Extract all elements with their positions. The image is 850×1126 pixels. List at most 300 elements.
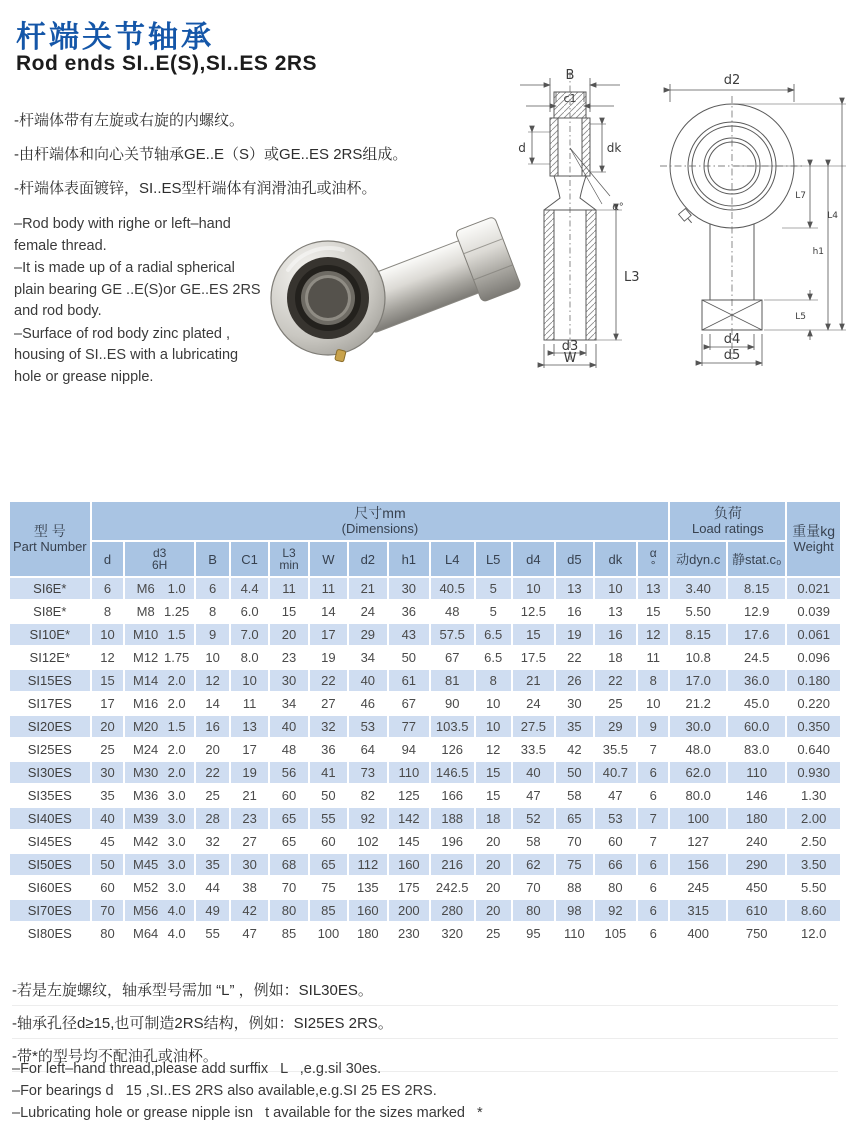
note-line-zh: -带*的型号均不配油孔或油杯。	[12, 1046, 838, 1072]
column-header: d	[92, 542, 124, 576]
value-cell: 6.5	[476, 624, 511, 645]
value-cell: 35	[196, 854, 229, 875]
dim-label-alpha: α°	[612, 202, 624, 213]
value-cell: 44	[196, 877, 229, 898]
value-cell: 66	[595, 854, 636, 875]
part-number-cell: SI6E*	[10, 578, 90, 599]
value-cell: 10	[231, 670, 268, 691]
value-cell: 11	[638, 647, 668, 668]
column-header: L5	[476, 542, 511, 576]
table-row	[10, 854, 840, 875]
value-cell: 22	[196, 762, 229, 783]
value-cell: 180	[728, 808, 785, 829]
value-cell: 127	[670, 831, 726, 852]
value-cell: 46	[349, 693, 387, 714]
thread-pitch-value: 3.0	[167, 834, 186, 849]
thread-size-value: M36	[132, 788, 159, 803]
value-cell: 112	[349, 854, 387, 875]
part-number-cell: SI50ES	[10, 854, 90, 875]
value-cell: 188	[431, 808, 474, 829]
value-cell: 65	[556, 808, 593, 829]
value-cell: 50	[389, 647, 429, 668]
value-cell: 8	[92, 601, 124, 622]
dim-label-d3: d3	[561, 339, 579, 354]
note-line-zh: -轴承孔径d≥15,也可制造2RS结构，例如：SI25ES 2RS。	[12, 1013, 838, 1039]
value-cell: 0.096	[787, 647, 840, 668]
value-cell: 20	[270, 624, 308, 645]
value-cell: 10.8	[670, 647, 726, 668]
value-cell: 22	[595, 670, 636, 691]
thread-pitch-value: 1.0	[167, 581, 186, 596]
value-cell: 15	[270, 601, 308, 622]
dim-label-W: W	[563, 351, 577, 366]
value-cell: 12.5	[513, 601, 554, 622]
thread-pitch-value: 1.75	[163, 650, 190, 665]
value-cell: 320	[431, 923, 474, 944]
value-cell: 35	[92, 785, 124, 806]
value-cell: 10	[92, 624, 124, 645]
value-cell: 64	[349, 739, 387, 760]
value-cell: 16	[196, 716, 229, 737]
column-header-line: min	[279, 558, 299, 572]
header-dimensions-en: (Dimensions)	[341, 521, 419, 536]
thread-pitch-value: 2.0	[167, 696, 186, 711]
product-photo	[248, 200, 533, 375]
value-cell: 85	[270, 923, 308, 944]
value-cell: 8.15	[670, 624, 726, 645]
value-cell: 17.5	[513, 647, 554, 668]
value-cell: 68	[270, 854, 308, 875]
value-cell: 13	[638, 578, 668, 599]
column-header: 动dyn.c	[670, 542, 726, 576]
value-cell: 4.4	[231, 578, 268, 599]
value-cell: 35.5	[595, 739, 636, 760]
value-cell: 43	[389, 624, 429, 645]
value-cell: 15	[476, 762, 511, 783]
value-cell: 7	[638, 808, 668, 829]
value-cell: 26	[556, 670, 593, 691]
value-cell: 15	[513, 624, 554, 645]
value-cell: 450	[728, 877, 785, 898]
value-cell: 7.0	[231, 624, 268, 645]
thread-size-cell	[125, 762, 193, 783]
side-view-diagram	[498, 58, 650, 370]
value-cell: 2.00	[787, 808, 840, 829]
value-cell: 23	[231, 808, 268, 829]
value-cell: 0.180	[787, 670, 840, 691]
table-row	[10, 739, 840, 760]
thread-pitch-value: 4.0	[167, 926, 186, 941]
value-cell: 156	[670, 854, 726, 875]
table-row	[10, 624, 840, 645]
description-line-en: –Rod body with righe or left–hand female thread.	[14, 216, 235, 254]
thread-size-cell	[125, 900, 193, 921]
value-cell: 70	[92, 900, 124, 921]
thread-size-value: M10	[132, 627, 159, 642]
value-cell: 60	[595, 831, 636, 852]
column-header: d5	[556, 542, 593, 576]
value-cell: 6	[638, 762, 668, 783]
value-cell: 11	[310, 578, 347, 599]
value-cell: 13	[231, 716, 268, 737]
table-row	[10, 601, 840, 622]
value-cell: 94	[389, 739, 429, 760]
value-cell: 28	[196, 808, 229, 829]
value-cell: 30	[270, 670, 308, 691]
value-cell: 34	[270, 693, 308, 714]
value-cell: 25	[476, 923, 511, 944]
value-cell: 245	[670, 877, 726, 898]
dim-label-d: d	[518, 141, 526, 155]
value-cell: 30	[231, 854, 268, 875]
value-cell: 92	[595, 900, 636, 921]
part-number-cell: SI40ES	[10, 808, 90, 829]
value-cell: 23	[270, 647, 308, 668]
value-cell: 6	[638, 877, 668, 898]
value-cell: 32	[196, 831, 229, 852]
value-cell: 27	[310, 693, 347, 714]
column-header: d4	[513, 542, 554, 576]
thread-size-cell	[125, 624, 193, 645]
part-number-cell: SI35ES	[10, 785, 90, 806]
thread-size-cell	[125, 670, 193, 691]
value-cell: 12.9	[728, 601, 785, 622]
value-cell: 6.0	[231, 601, 268, 622]
thread-size-value: M14	[132, 673, 159, 688]
value-cell: 280	[431, 900, 474, 921]
column-header-line: °	[650, 558, 656, 572]
value-cell: 12	[92, 647, 124, 668]
thread-pitch-value: 3.0	[167, 880, 186, 895]
value-cell: 10	[595, 578, 636, 599]
value-cell: 40	[349, 670, 387, 691]
value-cell: 125	[389, 785, 429, 806]
table-row	[10, 900, 840, 921]
description-en	[14, 214, 266, 389]
thread-size-value: M39	[132, 811, 159, 826]
column-header-line: 6H	[151, 558, 168, 572]
part-number-cell: SI17ES	[10, 693, 90, 714]
value-cell: 25	[595, 693, 636, 714]
thread-pitch-value: 3.0	[167, 788, 186, 803]
front-view-diagram	[650, 58, 850, 370]
value-cell: 10	[638, 693, 668, 714]
value-cell: 55	[196, 923, 229, 944]
value-cell: 315	[670, 900, 726, 921]
grease-nipple-outline	[679, 208, 696, 225]
value-cell: 80	[595, 877, 636, 898]
table-row	[10, 647, 840, 668]
value-cell: 36.0	[728, 670, 785, 691]
value-cell: 19	[556, 624, 593, 645]
thread-size-value: M52	[132, 880, 159, 895]
value-cell: 49	[196, 900, 229, 921]
description-line-en: –It is made up of a radial spherical plain bearing GE ..E(S)or GE..ES 2RS and rod body.	[14, 260, 265, 319]
value-cell: 35	[556, 716, 593, 737]
value-cell: 135	[349, 877, 387, 898]
column-header-line: d3	[152, 546, 167, 560]
value-cell: 60	[310, 831, 347, 852]
value-cell: 17	[92, 693, 124, 714]
value-cell: 40	[270, 716, 308, 737]
value-cell: 85	[310, 900, 347, 921]
value-cell: 36	[389, 601, 429, 622]
column-header-line: L3	[282, 546, 296, 560]
value-cell: 180	[349, 923, 387, 944]
part-number-cell: SI80ES	[10, 923, 90, 944]
thread-size-cell	[125, 877, 193, 898]
value-cell: 40	[92, 808, 124, 829]
table-row	[10, 762, 840, 783]
value-cell: 8.15	[728, 578, 785, 599]
description-line-zh: -杆端体表面镀锌，SI..ES型杆端体有润滑油孔或油杯。	[14, 180, 377, 197]
value-cell: 610	[728, 900, 785, 921]
table-row	[10, 923, 840, 944]
value-cell: 62	[513, 854, 554, 875]
value-cell: 80	[513, 900, 554, 921]
value-cell: 80	[92, 923, 124, 944]
value-cell: 9	[196, 624, 229, 645]
value-cell: 8.60	[787, 900, 840, 921]
thread-size-value: M30	[132, 765, 159, 780]
value-cell: 48	[431, 601, 474, 622]
value-cell: 0.061	[787, 624, 840, 645]
value-cell: 61	[389, 670, 429, 691]
value-cell: 75	[310, 877, 347, 898]
value-cell: 42	[556, 739, 593, 760]
value-cell: 58	[513, 831, 554, 852]
value-cell: 0.039	[787, 601, 840, 622]
thread-pitch-value: 1.5	[167, 627, 186, 642]
value-cell: 70	[513, 877, 554, 898]
value-cell: 102	[349, 831, 387, 852]
dim-label-d4: d4	[723, 332, 741, 347]
thread-size-cell	[125, 923, 193, 944]
value-cell: 70	[270, 877, 308, 898]
header-dimensions-zh: 尺寸mm	[354, 505, 406, 521]
value-cell: 6.5	[476, 647, 511, 668]
value-cell: 230	[389, 923, 429, 944]
header-part-number	[10, 502, 90, 576]
value-cell: 110	[389, 762, 429, 783]
value-cell: 7	[638, 739, 668, 760]
page-title-en: Rod ends SI..E(S),SI..ES 2RS	[16, 52, 318, 75]
header-dimensions	[92, 502, 669, 540]
dim-label-dk: dk	[606, 141, 622, 155]
value-cell: 105	[595, 923, 636, 944]
part-number-cell: SI45ES	[10, 831, 90, 852]
value-cell: 52	[513, 808, 554, 829]
part-number-cell: SI20ES	[10, 716, 90, 737]
part-number-cell: SI12E*	[10, 647, 90, 668]
description-line-zh: -杆端体带有左旋或右旋的内螺纹。	[14, 112, 244, 129]
value-cell: 5	[476, 601, 511, 622]
value-cell: 15	[476, 785, 511, 806]
value-cell: 242.5	[431, 877, 474, 898]
value-cell: 6	[196, 578, 229, 599]
thread-pitch-value: 3.0	[167, 857, 186, 872]
part-number-cell: SI70ES	[10, 900, 90, 921]
thread-size-value: M6	[136, 581, 155, 596]
thread-size-cell	[125, 601, 193, 622]
value-cell: 3.50	[787, 854, 840, 875]
thread-size-value: M56	[132, 903, 159, 918]
thread-size-value: M8	[136, 604, 155, 619]
value-cell: 146.5	[431, 762, 474, 783]
dim-label-L4: L4	[827, 211, 838, 221]
value-cell: 20	[476, 831, 511, 852]
value-cell: 53	[595, 808, 636, 829]
value-cell: 100	[670, 808, 726, 829]
table-row	[10, 670, 840, 691]
column-header: W	[310, 542, 347, 576]
value-cell: 8.0	[231, 647, 268, 668]
value-cell: 62.0	[670, 762, 726, 783]
value-cell: 0.021	[787, 578, 840, 599]
value-cell: 83.0	[728, 739, 785, 760]
note-line-en: –Lubricating hole or grease nipple isn t available for the sizes marked *	[12, 1105, 483, 1121]
value-cell: 65	[270, 808, 308, 829]
dimension-table	[8, 500, 842, 946]
header-load-ratings	[670, 502, 785, 540]
value-cell: 50	[92, 854, 124, 875]
value-cell: 0.930	[787, 762, 840, 783]
thread-size-value: M20	[132, 719, 159, 734]
value-cell: 17	[310, 624, 347, 645]
value-cell: 160	[349, 900, 387, 921]
value-cell: 45.0	[728, 693, 785, 714]
value-cell: 36	[310, 739, 347, 760]
value-cell: 6	[638, 854, 668, 875]
part-number-cell: SI30ES	[10, 762, 90, 783]
front-view-drawing	[650, 58, 850, 370]
value-cell: 30	[389, 578, 429, 599]
value-cell: 10	[476, 693, 511, 714]
thread-size-cell	[125, 854, 193, 875]
dim-label-c1: c1	[563, 92, 577, 105]
value-cell: 18	[476, 808, 511, 829]
value-cell: 16	[556, 601, 593, 622]
value-cell: 88	[556, 877, 593, 898]
value-cell: 8	[196, 601, 229, 622]
page-title-zh: 杆端关节轴承	[16, 21, 214, 54]
value-cell: 90	[431, 693, 474, 714]
value-cell: 40	[513, 762, 554, 783]
value-cell: 0.220	[787, 693, 840, 714]
rod-end-photo-graphic	[248, 200, 533, 375]
value-cell: 216	[431, 854, 474, 875]
value-cell: 30	[92, 762, 124, 783]
value-cell: 3.40	[670, 578, 726, 599]
dim-label-B: B	[565, 68, 575, 83]
value-cell: 1.30	[787, 785, 840, 806]
value-cell: 10	[476, 716, 511, 737]
value-cell: 65	[310, 854, 347, 875]
value-cell: 73	[349, 762, 387, 783]
value-cell: 19	[231, 762, 268, 783]
header-load-ratings-zh: 负荷	[713, 505, 742, 521]
header-part-number-en: Part Number	[12, 539, 87, 554]
value-cell: 77	[389, 716, 429, 737]
value-cell: 142	[389, 808, 429, 829]
thread-size-value: M24	[132, 742, 159, 757]
table-row	[10, 808, 840, 829]
value-cell: 65	[270, 831, 308, 852]
value-cell: 70	[556, 831, 593, 852]
value-cell: 80.0	[670, 785, 726, 806]
table-row	[10, 716, 840, 737]
value-cell: 47	[595, 785, 636, 806]
dim-label-L5: L5	[795, 312, 806, 322]
note-line-en: –For left–hand thread,please add surffix L ,e.g.sil 30es.	[12, 1061, 382, 1077]
value-cell: 11	[231, 693, 268, 714]
value-cell: 25	[196, 785, 229, 806]
header-weight-en: Weight	[793, 539, 834, 554]
value-cell: 17.6	[728, 624, 785, 645]
value-cell: 33.5	[513, 739, 554, 760]
value-cell: 20	[92, 716, 124, 737]
thread-size-value: M42	[132, 834, 159, 849]
value-cell: 98	[556, 900, 593, 921]
column-header: C1	[231, 542, 268, 576]
side-view-drawing	[498, 58, 650, 370]
value-cell: 7	[638, 831, 668, 852]
value-cell: 6	[638, 785, 668, 806]
value-cell: 200	[389, 900, 429, 921]
value-cell: 126	[431, 739, 474, 760]
value-cell: 8	[476, 670, 511, 691]
value-cell: 12.0	[787, 923, 840, 944]
value-cell: 0.350	[787, 716, 840, 737]
value-cell: 5.50	[787, 877, 840, 898]
value-cell: 40.5	[431, 578, 474, 599]
value-cell: 50	[310, 785, 347, 806]
value-cell: 30.0	[670, 716, 726, 737]
value-cell: 55	[310, 808, 347, 829]
value-cell: 92	[349, 808, 387, 829]
header-weight-zh: 重量kg	[792, 523, 836, 539]
value-cell: 80	[270, 900, 308, 921]
value-cell: 24	[513, 693, 554, 714]
value-cell: 6	[92, 578, 124, 599]
table-row	[10, 578, 840, 599]
table-row	[10, 693, 840, 714]
part-number-cell: SI8E*	[10, 601, 90, 622]
value-cell: 47	[513, 785, 554, 806]
value-cell: 2.50	[787, 831, 840, 852]
part-number-cell: SI15ES	[10, 670, 90, 691]
dim-label-d5: d5	[723, 348, 741, 363]
value-cell: 40.7	[595, 762, 636, 783]
notes-en	[12, 1058, 838, 1124]
thread-size-cell	[125, 578, 193, 599]
part-number-cell: SI10E*	[10, 624, 90, 645]
value-cell: 22	[556, 647, 593, 668]
value-cell: 27	[231, 831, 268, 852]
column-header: dk	[595, 542, 636, 576]
value-cell: 20	[476, 877, 511, 898]
value-cell: 8	[638, 670, 668, 691]
value-cell: 42	[231, 900, 268, 921]
header-load-ratings-en: Load ratings	[692, 521, 764, 536]
column-header	[638, 542, 668, 576]
value-cell: 11	[270, 578, 308, 599]
column-header: h1	[389, 542, 429, 576]
column-header-line: α	[649, 546, 657, 560]
value-cell: 12	[476, 739, 511, 760]
thread-size-cell	[125, 808, 193, 829]
value-cell: 60	[92, 877, 124, 898]
